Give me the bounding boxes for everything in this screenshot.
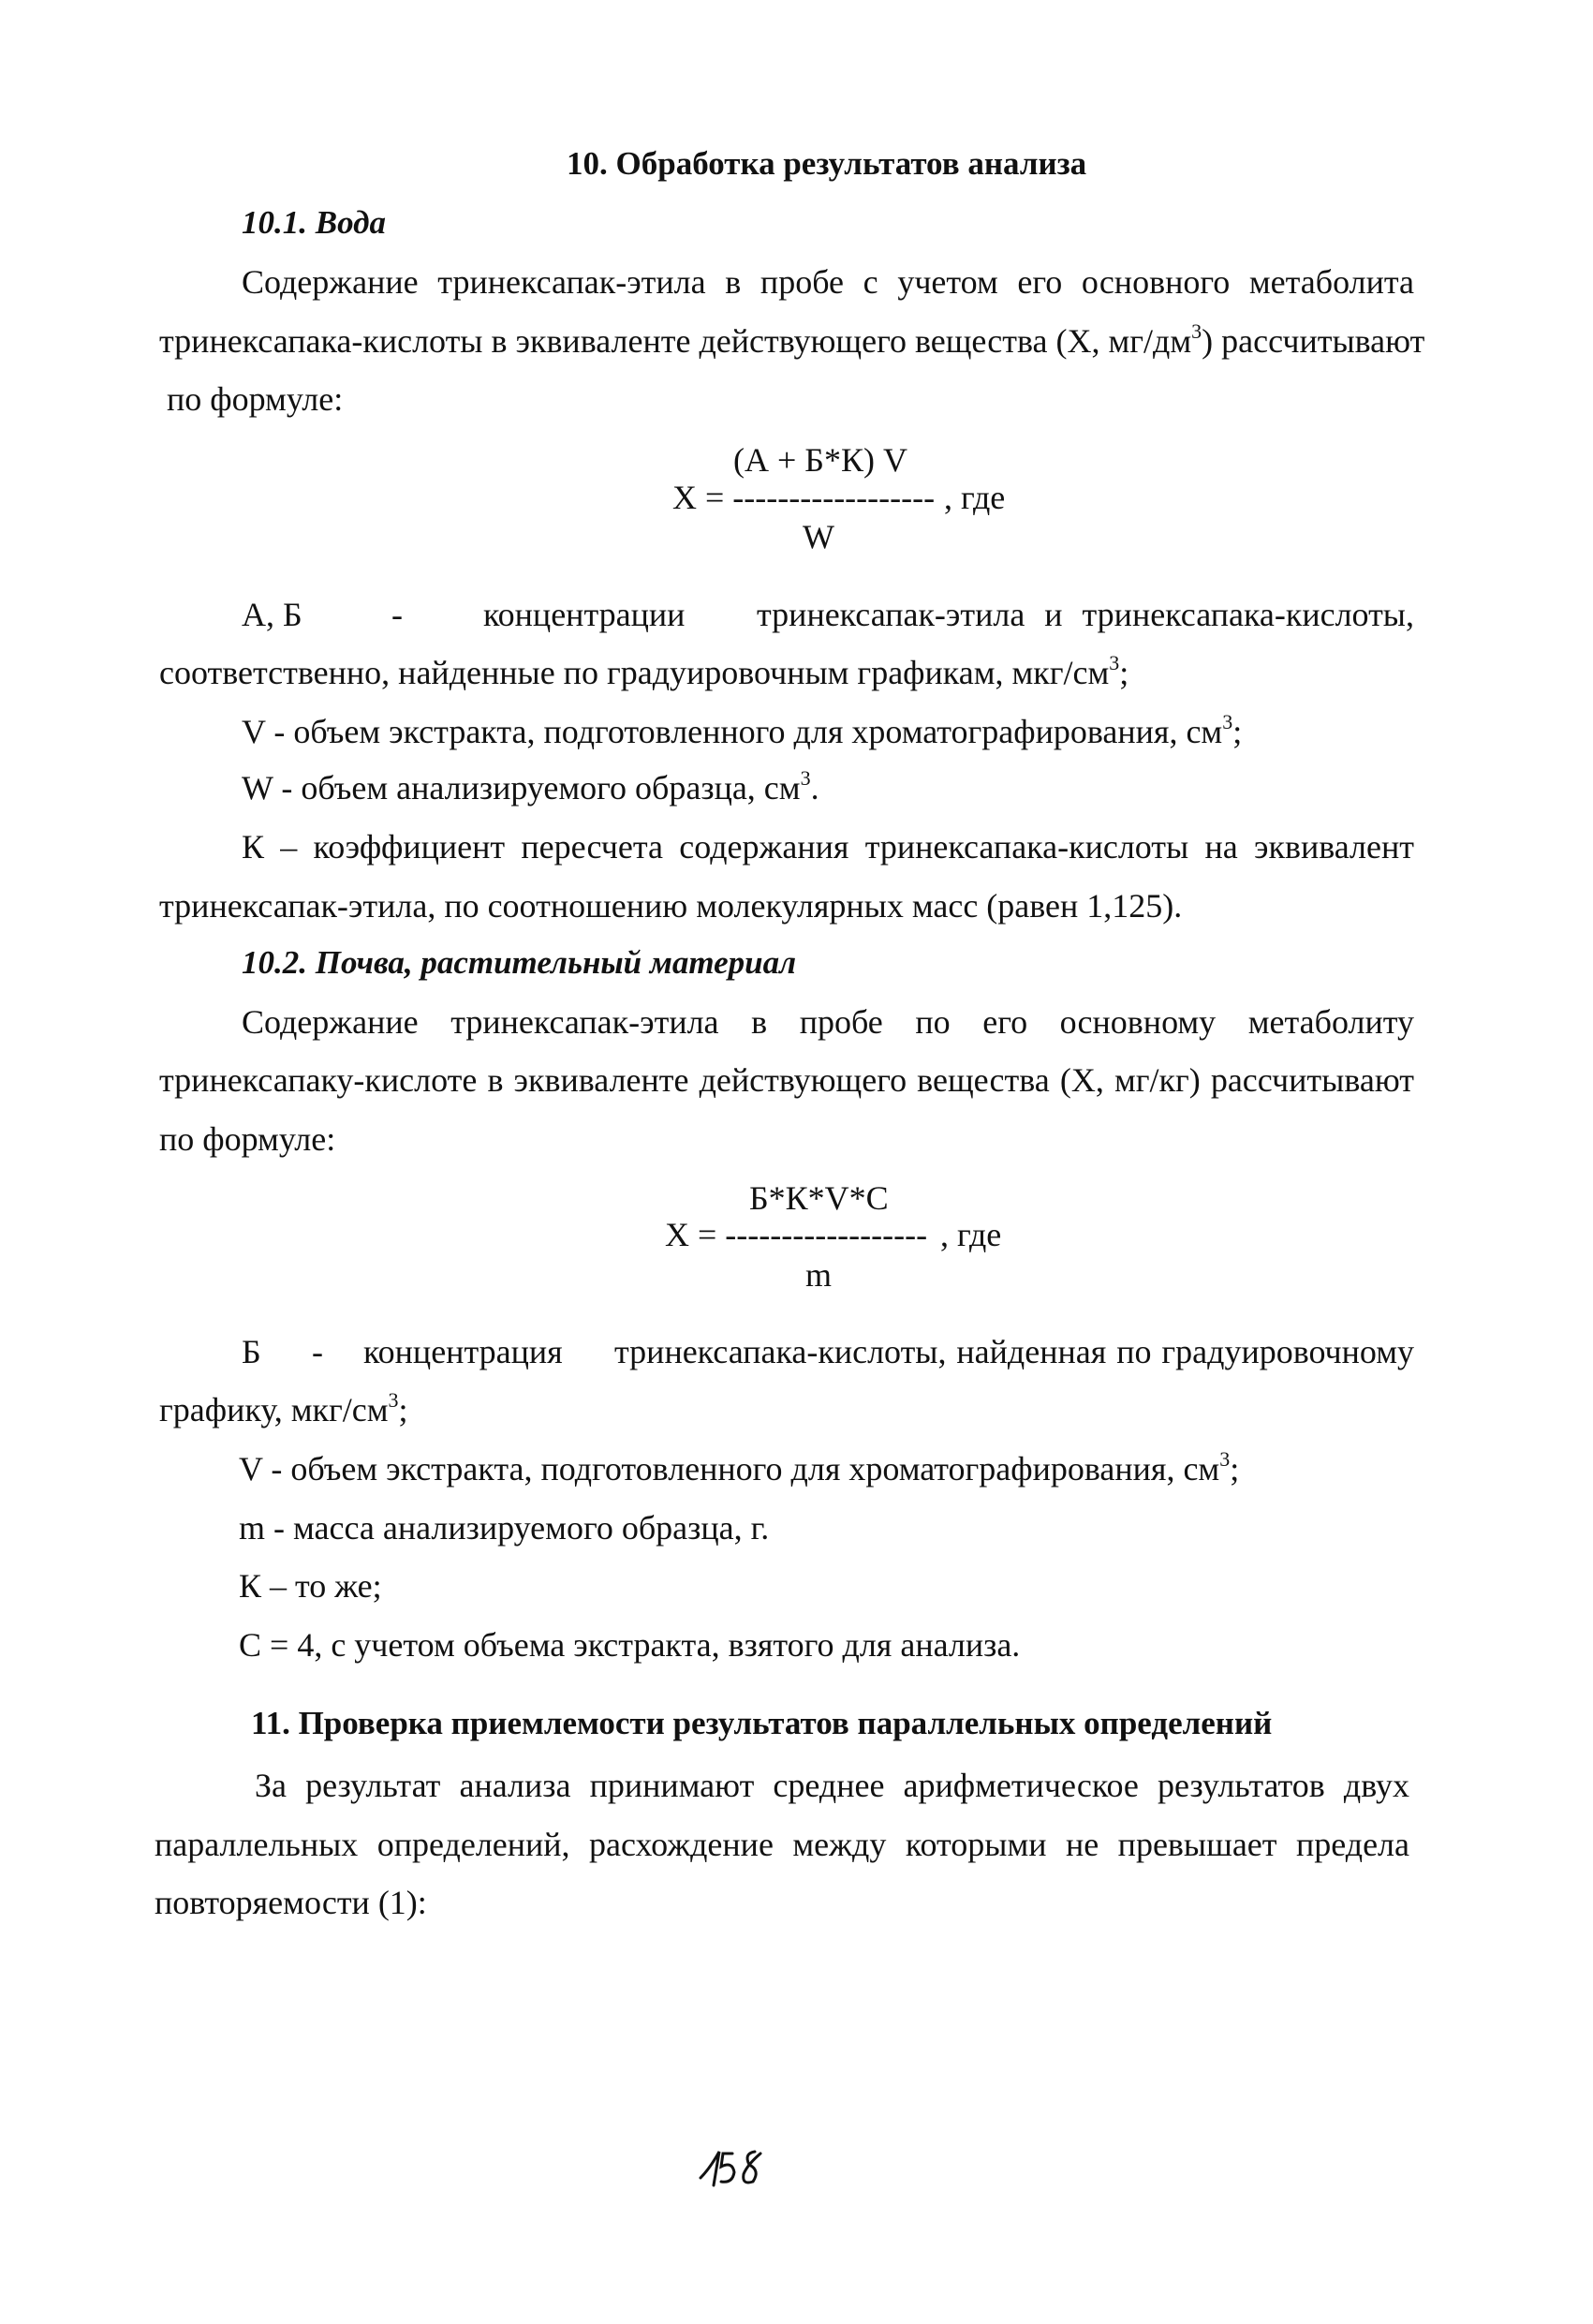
soil-def-k: К – то же;: [239, 1567, 382, 1605]
water-formula-denominator: W: [803, 518, 834, 555]
soil-formula-denominator: m: [805, 1256, 833, 1294]
handwritten-page-number: [695, 2140, 779, 2205]
subsection-10-2-heading: 10.2. Почва, растительный материал: [242, 944, 797, 981]
soil-intro-line-3: по формуле:: [159, 1120, 336, 1158]
soil-def-v: V - объем экстракта, подготовленного для хроматографирования, $см^3$;: [239, 1447, 1240, 1488]
water-def-k-line-1: К – коэффициент пересчета содержания тринексапака-кислоты на эквивалент: [242, 828, 1414, 866]
section-10-heading: 10. Обработка результатов анализа: [567, 145, 1087, 182]
section-11-para-line-3: повторяемости (1):: [155, 1884, 427, 1921]
soil-intro-line-1: Содержание тринексапак-этила в пробе по его основному метаболиту: [242, 1003, 1414, 1041]
water-formula-lhs: X = ------------------: [672, 479, 936, 516]
water-def-ab-line-2: соответственно, найденные по градуировочным графикам, мкг/$см^3$;: [159, 651, 1129, 691]
water-intro-line-1: Содержание тринексапак-этила в пробе с учетом его основного метаболита: [242, 263, 1414, 301]
soil-def-m: m - масса анализируемого образца, г.: [239, 1509, 770, 1547]
section-11-para-line-2: параллельных определений, расхождение между которыми не превышает предела: [155, 1826, 1409, 1863]
water-intro-line-3: по формуле:: [167, 380, 344, 418]
page-number-handwriting-icon: [695, 2140, 779, 2197]
soil-formula-numerator: Б*К*V*С: [749, 1179, 889, 1217]
section-11-para-line-1: За результат анализа принимают среднее арифметическое результатов двух: [255, 1767, 1409, 1804]
water-formula-suffix: , где: [944, 479, 1006, 516]
water-def-k-line-2: тринексапак-этила, по соотношению молекулярных масс (равен 1,125).: [159, 887, 1183, 925]
water-def-v: V - объем экстракта, подготовленного для хроматографирования, $см^3$;: [242, 710, 1243, 750]
soil-formula-suffix: , где: [940, 1216, 1002, 1253]
soil-def-b-line-2: графику, мкг/$см^3$;: [159, 1388, 408, 1428]
soil-def-c: С = 4, с учетом объема экстракта, взятого для анализа.: [239, 1626, 1021, 1664]
soil-formula-lhs: X = ------------------: [665, 1216, 928, 1253]
water-intro-line-2: тринексапака-кислоты в эквиваленте действующего вещества (Х, $мг/дм^3$) рассчитывают: [159, 319, 1425, 360]
water-formula-numerator: (А + Б*К) V: [733, 441, 907, 479]
section-11-heading: 11. Проверка приемлемости результатов параллельных определений: [251, 1705, 1273, 1741]
soil-intro-line-2: тринексапаку-кислоте в эквиваленте действующего вещества (Х, мг/кг) рассчитывают: [159, 1061, 1414, 1099]
water-def-w: W - объем анализируемого образца, $см^3$.: [242, 766, 819, 807]
subsection-10-1-heading: 10.1. Вода: [242, 204, 386, 241]
